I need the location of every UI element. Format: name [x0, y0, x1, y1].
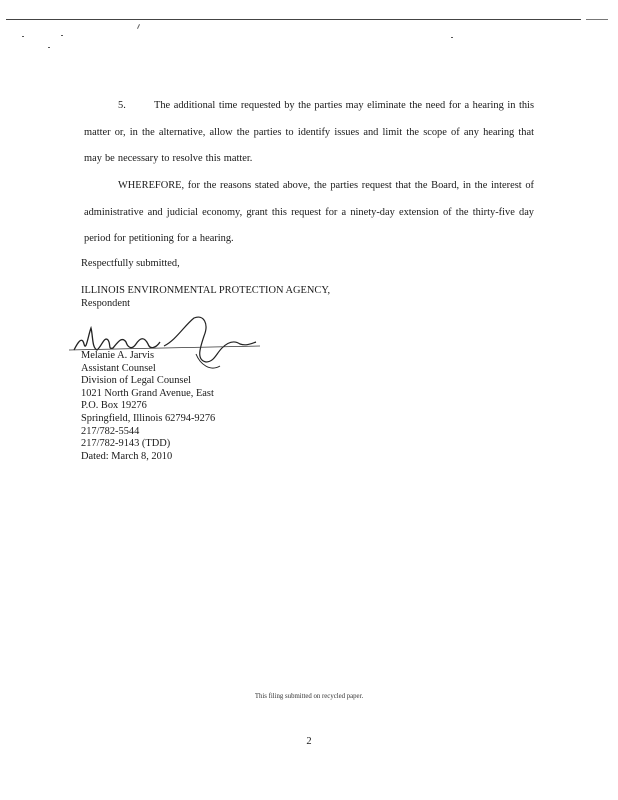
scan-speck — [48, 47, 50, 48]
paragraph-5 — [84, 93, 534, 173]
signatory-block — [81, 350, 215, 463]
signatory-title: Assistant Counsel — [81, 362, 156, 374]
agency-name: ILLINOIS ENVIRONMENTAL PROTECTION AGENCY, — [81, 285, 331, 296]
scan-speck — [137, 24, 140, 29]
recycled-paper-note: This filing submitted on recycled paper. — [254, 693, 364, 700]
tdd-number: 217/782-9143 (TDD) — [81, 438, 171, 450]
respondent-role: Respondent — [81, 297, 131, 309]
scan-speck — [61, 35, 63, 36]
address-po-box: P.O. Box 19276 — [81, 400, 147, 412]
address-city: Springfield, Illinois 62794-9276 — [81, 412, 216, 424]
wherefore-paragraph — [84, 173, 534, 253]
phone-number: 217/782-5544 — [81, 425, 140, 437]
address-street: 1021 North Grand Avenue, East — [81, 387, 214, 399]
scan-speck — [22, 36, 24, 37]
closing-block — [81, 258, 180, 271]
date-line: Dated: March 8, 2010 — [81, 450, 173, 462]
scan-speck — [451, 37, 453, 38]
scan-top-rule-end — [586, 19, 608, 20]
closing-text: Respectfully submitted, — [81, 258, 180, 269]
wherefore-text: WHEREFORE, for the reasons stated above, the parties request that the Board, in the interest of administrative and judicial economy, grant this request for a ninety-day extension of the thirty-five day period for petitioning for a hearing. — [84, 180, 534, 244]
signatory-name: Melanie A. Jarvis — [81, 350, 155, 361]
signatory-division: Division of Legal Counsel — [81, 375, 191, 387]
scan-top-rule — [6, 19, 581, 20]
paragraph-5-text: The additional time requested by the parties may eliminate the need for a hearing in this matter or, in the alternative, allow the parties to identify issues and limit the scope of any hearing that may be necessary to resolve this matter. — [84, 100, 534, 164]
paragraph-number: 5. — [118, 100, 126, 111]
page-number: 2 — [306, 736, 312, 747]
